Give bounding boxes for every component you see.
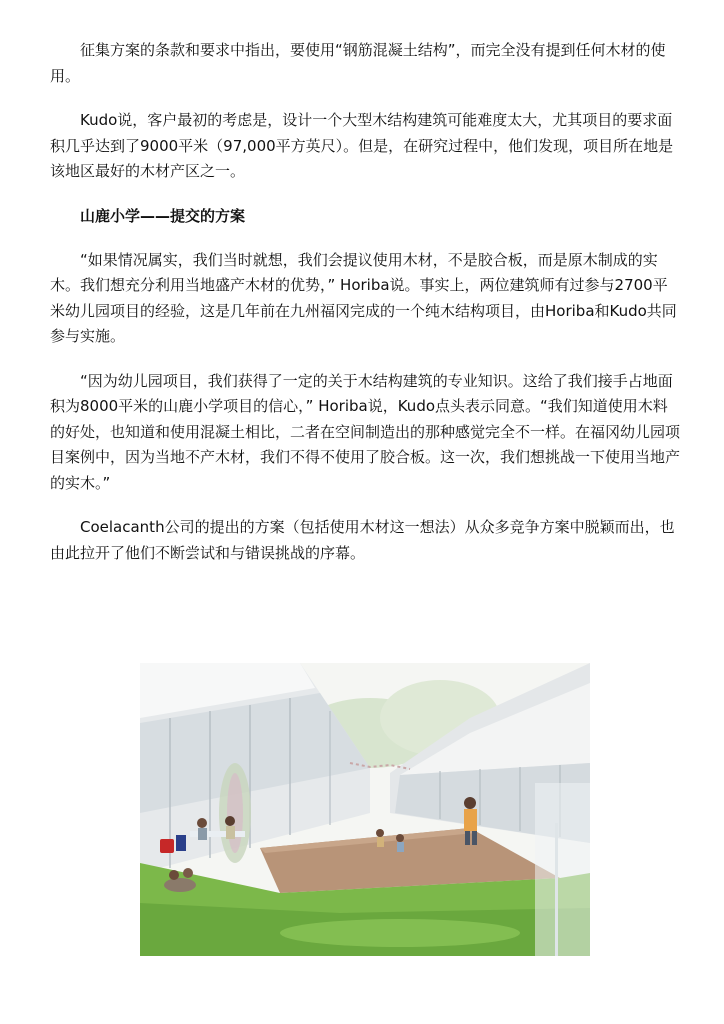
person-icon bbox=[197, 818, 207, 828]
standing-child bbox=[464, 797, 476, 809]
rendering-illustration bbox=[140, 663, 590, 956]
red-bench bbox=[160, 839, 174, 853]
section-heading: 山鹿小学——提交的方案 bbox=[80, 206, 246, 225]
paragraph-1: 征集方案的条款和要求中指出，要使用“钢筋混凝土结构”，而完全没有提到任何木材的使用。 bbox=[50, 41, 666, 85]
blue-chair bbox=[176, 835, 186, 851]
paragraph-3: “如果情况属实，我们当时就想，我们会提议使用木材，不是胶合板，而是原木制成的实木。我们想充分利用当地盛产木材的优势，” Horiba说。事实上，两位建筑师有过参与2700平米幼儿园项目的经验，这是几年前在九州福冈完成的一个纯木结构项目，由Horiba和Kudo共同参与实施。 bbox=[50, 250, 677, 345]
children-on-grass bbox=[164, 878, 196, 892]
article-body bbox=[50, 38, 680, 585]
paragraph-4: “因为幼儿园项目，我们获得了一定的关于木结构建筑的专业知识。这给了我们接手占地面积为8000平米的山鹿小学项目的信心，” Horiba说，Kudo点头表示同意。“我们知道使用木料的好处，也知道和使用混凝土相比，二者在空间制造出的那种感觉完全不一样。在福冈幼儿园项目案例中，因为当地不产木材，我们不得不使用了胶合板。这一次，我们想挑战一下使用当地产的实木。” bbox=[50, 371, 681, 492]
glass-panel bbox=[535, 783, 590, 956]
paragraph-2: Kudo说，客户最初的考虑是，设计一个大型木结构建筑可能难度太大，尤其项目的要求面积几乎达到了9000平米（97,000平方英尺）。但是，在研究过程中，他们发现，项目所在地是该地区最好的木材产区之一。 bbox=[50, 111, 674, 180]
school-courtyard-rendering bbox=[140, 663, 590, 956]
paragraph-5: Coelacanth公司的提出的方案（包括使用木材这一想法）从众多竞争方案中脱颖而出，也由此拉开了他们不断尝试和与错误挑战的序幕。 bbox=[50, 518, 675, 562]
